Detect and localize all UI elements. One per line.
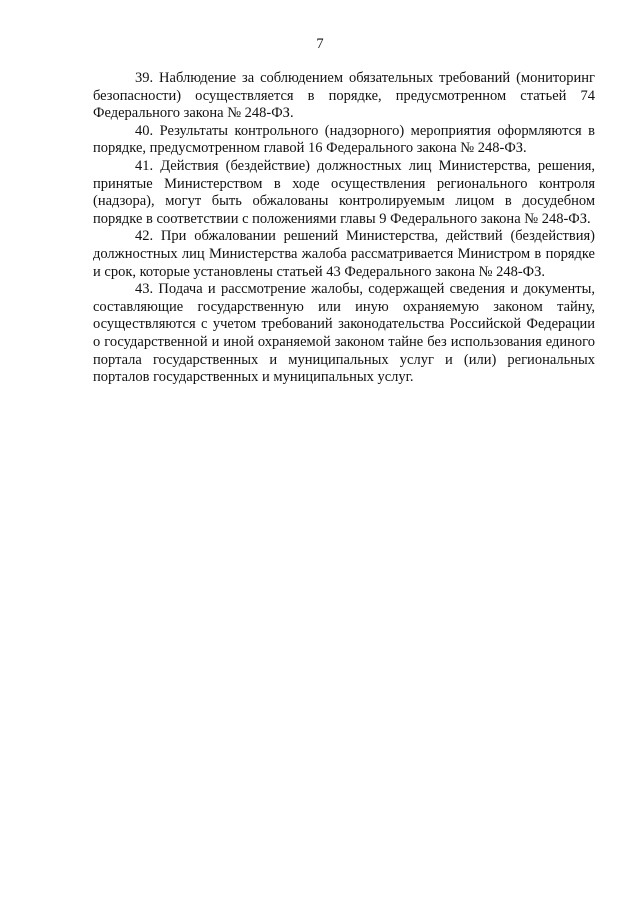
paragraph-41: 41. Действия (бездействие) должностных лиц Министерства, решения, принятые Министерством в ходе осуществления регионального контроля (надзора), могут быть обжалованы контролируемым лицом в досудебном порядке в соответствии с положениями главы 9 Федерального закона № 248-ФЗ. bbox=[93, 157, 595, 227]
paragraph-39: 39. Наблюдение за соблюдением обязательных требований (мониторинг безопасности) осуществляется в порядке, предусмотренном статьей 74 Федерального закона № 248-ФЗ. bbox=[93, 70, 595, 122]
page-number: 7 bbox=[316, 36, 324, 52]
paragraph-40: 40. Результаты контрольного (надзорного) мероприятия оформляются в порядке, предусмотренном главой 16 Федерального закона № 248-ФЗ. bbox=[93, 122, 595, 157]
document-body bbox=[93, 70, 595, 387]
paragraph-43: 43. Подача и рассмотрение жалобы, содержащей сведения и документы, составляющие государственную или иную охраняемую законом тайну, осуществляются с учетом требований законодательства Российской Федерации о государственной и иной охраняемой законом тайне без использования единого портала государственных и муниципальных услуг и (или) региональных порталов государственных и муниципальных услуг. bbox=[93, 281, 595, 386]
paragraph-42: 42. При обжаловании решений Министерства, действий (бездействия) должностных лиц Министерства жалоба рассматривается Министром в порядке и срок, которые установлены статьей 43 Федерального закона № 248-ФЗ. bbox=[93, 228, 595, 280]
